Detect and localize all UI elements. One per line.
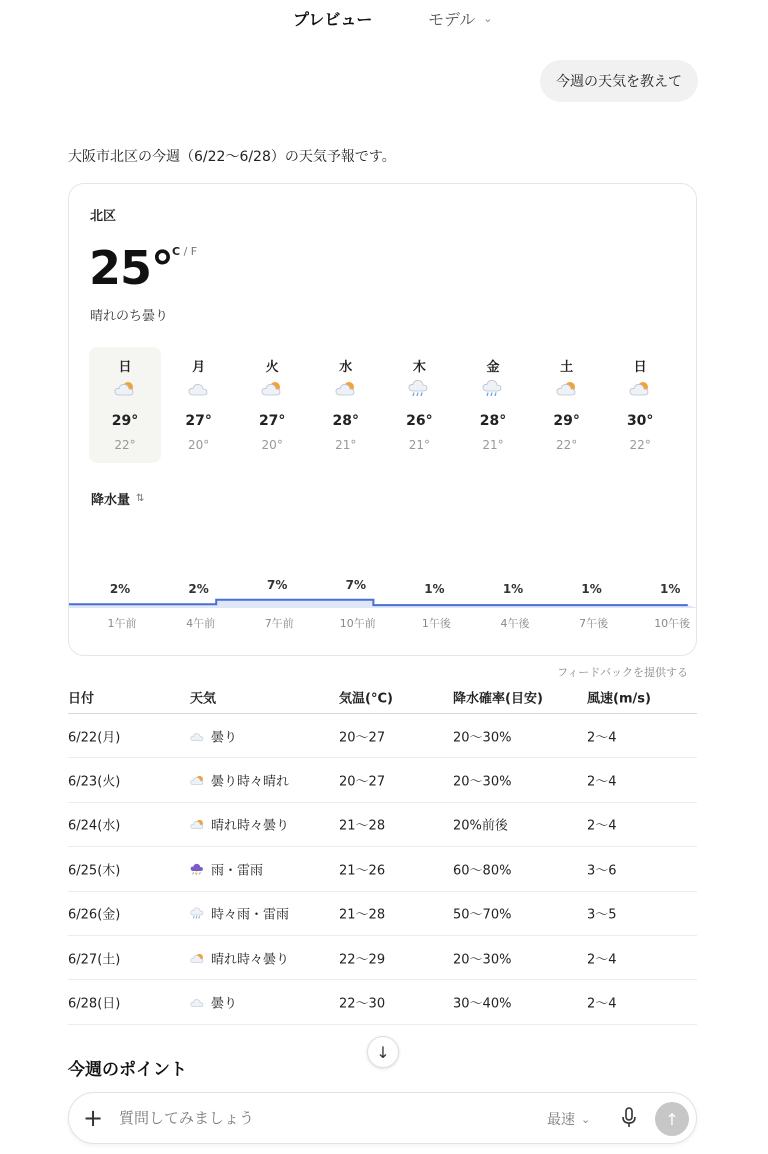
header-wind: 風速(m/s) — [587, 691, 651, 707]
rain-cell: 20%前後 — [453, 818, 508, 834]
precip-time: 10午後 — [654, 617, 691, 630]
section-title: 今週のポイント — [68, 1060, 187, 1080]
day-forecast[interactable] — [383, 347, 455, 463]
day-name: 木 — [412, 360, 426, 375]
unit-c[interactable]: C — [172, 245, 181, 258]
table-row — [68, 980, 697, 1024]
sun-cloud-icon — [190, 951, 205, 964]
day-high: 27° — [258, 413, 286, 429]
precip-time: 7午前 — [264, 617, 294, 630]
day-high: 28° — [332, 413, 360, 429]
day-name: 月 — [192, 360, 206, 375]
table-header-row — [68, 682, 697, 714]
precip-time: 1午後 — [421, 617, 451, 630]
rain-icon — [190, 907, 205, 920]
weather-cell — [190, 904, 289, 923]
day-low: 22° — [629, 438, 651, 452]
send-button[interactable] — [655, 1102, 689, 1136]
day-high: 29° — [111, 413, 139, 429]
weather-text: 曇り時々晴れ — [211, 774, 290, 790]
composer — [68, 1092, 697, 1144]
precip-value: 1% — [424, 582, 445, 596]
weather-text: 晴れ時々曇り — [211, 952, 290, 968]
sun-cloud-icon — [261, 379, 283, 397]
header-temp: 気温(°C) — [339, 691, 393, 707]
precip-time: 4午前 — [186, 617, 216, 630]
weather-cell — [190, 993, 237, 1012]
sun-cloud-icon — [190, 774, 205, 787]
precip-value: 2% — [109, 582, 131, 596]
cloud-icon — [190, 729, 205, 742]
date-cell: 6/27(土) — [68, 952, 121, 968]
day-name: 金 — [486, 360, 500, 375]
precip-time: 1午前 — [107, 617, 137, 630]
precip-value: 7% — [267, 578, 288, 592]
temp-cell: 22〜29 — [339, 952, 386, 968]
temp-cell: 22〜30 — [339, 996, 386, 1012]
day-high: 30° — [626, 413, 654, 429]
wind-cell: 3〜5 — [587, 907, 617, 923]
day-high: 29° — [553, 413, 580, 429]
chevron-down-icon: ⌄ — [581, 1112, 591, 1126]
table-row — [68, 803, 697, 847]
plus-icon[interactable]: + — [83, 1104, 104, 1132]
sun-cloud-icon — [190, 818, 205, 831]
scroll-down-button[interactable] — [367, 1036, 399, 1068]
day-low: 21° — [335, 438, 357, 452]
day-low: 22° — [114, 438, 136, 452]
precip-value: 1% — [502, 582, 524, 596]
forecast-table — [68, 682, 697, 1025]
temp-cell: 21〜28 — [339, 818, 386, 834]
wind-cell: 2〜4 — [587, 996, 617, 1012]
precip-value: 2% — [188, 582, 209, 596]
day-forecast[interactable] — [89, 347, 161, 463]
temp-cell: 21〜28 — [339, 907, 386, 923]
day-name: 水 — [339, 360, 353, 375]
day-high: 26° — [406, 413, 433, 429]
weather-text: 曇り — [211, 996, 238, 1012]
rain-cell: 20〜30% — [453, 730, 512, 746]
precip-value: 1% — [581, 582, 602, 596]
precip-time: 4午後 — [500, 617, 530, 630]
day-forecast[interactable] — [531, 347, 603, 463]
temp-cell: 21〜26 — [339, 863, 386, 879]
precip-selector[interactable] — [91, 489, 144, 508]
date-cell: 6/25(木) — [68, 863, 121, 879]
tab-model[interactable] — [428, 7, 492, 30]
table-row — [68, 847, 697, 891]
precip-time: 10午前 — [339, 617, 376, 630]
tab-preview[interactable]: プレビュー — [293, 10, 373, 29]
precip-label: 降水量 — [91, 493, 131, 508]
wind-cell: 2〜4 — [587, 774, 617, 790]
header-date: 日付 — [68, 691, 95, 707]
weather-text: 晴れ時々曇り — [211, 818, 290, 834]
day-name: 土 — [560, 360, 574, 375]
day-forecast[interactable] — [457, 347, 529, 463]
table-row — [68, 758, 697, 802]
temp-cell: 20〜27 — [339, 730, 386, 746]
weather-card — [68, 183, 697, 656]
weather-text: 時々雨・雷雨 — [211, 907, 290, 923]
day-low: 21° — [482, 438, 504, 452]
tab-model-label: モデル — [428, 10, 476, 29]
unit-toggle[interactable] — [172, 245, 197, 258]
day-name: 日 — [633, 360, 647, 375]
current-condition: 晴れのち曇り — [90, 309, 169, 324]
rain-cell: 50〜70% — [453, 907, 512, 923]
microphone-icon[interactable] — [621, 1107, 637, 1129]
weather-cell — [190, 948, 289, 967]
weather-cell — [190, 859, 263, 878]
feedback-link[interactable]: フィードバックを提供する — [557, 666, 688, 679]
date-cell: 6/22(月) — [68, 730, 121, 746]
wind-cell: 2〜4 — [587, 730, 617, 746]
day-low: 22° — [555, 438, 578, 452]
assistant-intro: 大阪市北区の今週（6/22〜6/28）の天気予報です。 — [68, 149, 396, 165]
top-bar — [0, 0, 768, 40]
table-row — [68, 892, 697, 936]
table-body — [68, 714, 697, 1025]
day-forecast[interactable] — [236, 347, 308, 463]
precip-value: 1% — [660, 582, 681, 596]
table-row — [68, 714, 697, 758]
chevron-down-icon: ⌄ — [483, 12, 493, 25]
date-cell: 6/24(水) — [68, 818, 121, 834]
day-low: 20° — [261, 438, 283, 452]
rain-cell: 20〜30% — [453, 774, 512, 790]
weather-text: 雨・雷雨 — [211, 863, 264, 879]
date-cell: 6/26(金) — [68, 907, 121, 923]
sun-cloud-icon — [556, 379, 578, 397]
precip-line — [69, 600, 688, 605]
unit-f[interactable]: F — [190, 245, 198, 258]
day-name: 火 — [265, 360, 279, 375]
sun-cloud-icon — [629, 379, 651, 397]
day-low: 20° — [187, 438, 210, 452]
arrow-up-icon: ↑ — [665, 1109, 679, 1129]
day-low: 21° — [408, 438, 431, 452]
day-high: 27° — [185, 413, 212, 429]
date-cell: 6/28(日) — [68, 996, 121, 1012]
rain-cell: 60〜80% — [453, 863, 512, 879]
rain-icon — [482, 379, 504, 397]
temp-cell: 20〜27 — [339, 774, 386, 790]
sun-cloud-icon — [335, 379, 357, 397]
weather-cell — [190, 815, 289, 834]
sort-toggle-icon: ⇅ — [136, 493, 145, 504]
speed-selector[interactable] — [547, 1109, 590, 1129]
rain-icon — [408, 379, 430, 397]
precip-value: 7% — [345, 578, 366, 592]
day-forecast[interactable] — [163, 347, 235, 463]
rain-cell: 20〜30% — [453, 952, 512, 968]
date-cell: 6/23(火) — [68, 774, 121, 790]
header-rain: 降水確率(目安) — [453, 691, 543, 707]
sun-cloud-icon — [114, 379, 136, 397]
rain-cell: 30〜40% — [453, 996, 512, 1012]
cloud-icon — [188, 379, 210, 397]
cloud-icon — [190, 996, 205, 1009]
arrow-down-icon: ↓ — [376, 1042, 390, 1062]
location-name: 北区 — [90, 209, 117, 224]
day-forecast[interactable] — [310, 347, 382, 463]
weather-cell — [190, 771, 289, 790]
weather-text: 曇り — [211, 730, 238, 746]
weather-cell — [190, 726, 237, 745]
wind-cell: 2〜4 — [587, 952, 617, 968]
current-temperature: 25° — [89, 241, 174, 295]
thunder-icon — [190, 862, 205, 875]
table-row — [68, 936, 697, 980]
wind-cell: 3〜6 — [587, 863, 617, 879]
speed-label: 最速 — [547, 1112, 575, 1128]
user-message: 今週の天気を教えて — [540, 60, 698, 102]
wind-cell: 2〜4 — [587, 818, 617, 834]
unit-separator: / — [180, 245, 191, 258]
day-high: 28° — [479, 413, 507, 429]
day-name: 日 — [118, 360, 132, 375]
composer-input[interactable] — [119, 1106, 519, 1130]
header-weather: 天気 — [190, 691, 217, 707]
daily-forecast — [89, 347, 679, 463]
precip-time: 7午後 — [579, 617, 609, 630]
day-forecast[interactable] — [604, 347, 676, 463]
